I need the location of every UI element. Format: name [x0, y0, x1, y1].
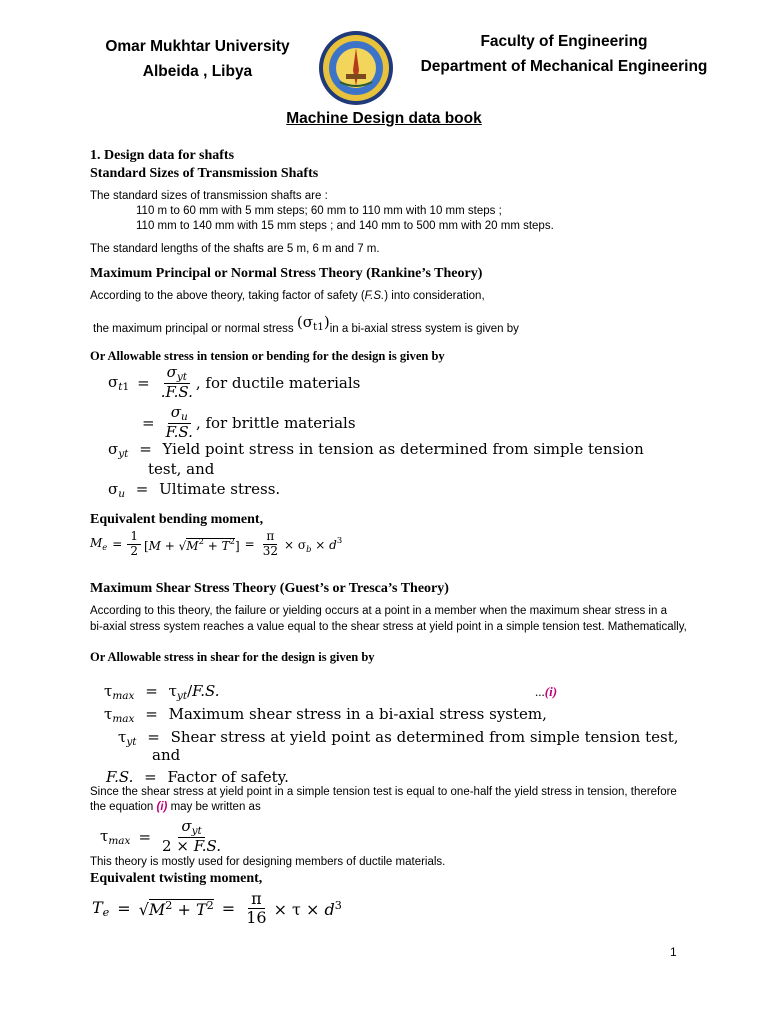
university-location: Albeida , Libya	[142, 63, 253, 80]
equals-sign: =	[135, 480, 149, 498]
sqrt-expression: $√M^2 + T^2$	[138, 898, 214, 919]
sigma-u-symbol: $\sigma_u$	[108, 480, 126, 500]
tresca-paragraph-3: Since the shear stress at yield point in a simple tension test is equal to one-half the yield stress in tension, therefore	[90, 786, 677, 798]
department-name: Department of Mechanical Engineering	[420, 58, 708, 75]
rankine-text-b: ) into consideration,	[384, 290, 485, 302]
equals-sign: =	[145, 682, 158, 700]
tau-max-symbol: $\tau_{max}$	[100, 826, 131, 847]
tau-max-symbol: $\tau_{max}$	[104, 705, 135, 725]
fs-symbol: F.S.	[106, 768, 134, 786]
definition-tmax	[104, 705, 547, 725]
definition-tyt-cont: and	[152, 746, 181, 764]
equals-sign: =	[138, 827, 152, 846]
fs-definition-text: Factor of safety.	[167, 768, 289, 786]
equation-equivalent-twisting	[92, 890, 342, 928]
standard-sizes-line2: 110 mm to 140 mm with 15 mm steps ; and 140 mm to 500 mm with 20 mm steps.	[136, 220, 554, 232]
equivalent-twisting-heading: Equivalent twisting moment,	[90, 871, 263, 886]
standard-sizes-intro: The standard sizes of transmission shafts are :	[90, 190, 328, 202]
fraction-pi-16: $\frac{\pi}{16}$	[246, 889, 267, 928]
tmax-rhs: $\tau_{yt}/F.S$.	[168, 682, 220, 702]
fraction-syt-2fs: $\frac{\sigma_{yt}}{2 \times F.S.}$	[162, 817, 222, 856]
twisting-rhs: × $\tau \times d^3$	[273, 898, 342, 919]
equals-sign: =	[117, 899, 131, 919]
ellipsis: ...	[535, 684, 545, 699]
equation-brittle	[134, 404, 356, 441]
equals-sign: =	[137, 373, 150, 392]
equivalent-bending-heading: Equivalent bending moment,	[90, 512, 264, 527]
tau-max-symbol: $\tau_{max}$	[104, 682, 135, 702]
tresca-paragraph-1: According to this theory, the failure or yielding occurs at a point in a member when the maximum shear stress in a	[90, 605, 667, 617]
university-seal-logo	[318, 30, 394, 106]
ref-i-inline: (i)	[156, 801, 168, 813]
rankine-paragraph-2	[93, 313, 519, 338]
equation-tmax-derived	[100, 818, 224, 855]
section-heading-shafts: 1. Design data for shafts	[90, 148, 235, 163]
bending-rhs: × $\sigma_b \times d^3$	[284, 534, 343, 554]
tresca-paragraph-5: This theory is mostly used for designing members of ductile materials.	[90, 856, 446, 868]
definition-syt-cont: test, and	[148, 460, 215, 478]
equation-ref-i	[535, 684, 557, 700]
tresca-heading: Maximum Shear Stress Theory (Guest’s or Tresca’s Theory)	[90, 581, 449, 596]
equals-sign: =	[142, 413, 155, 432]
fraction-syt-fs: $\frac{\sigma_{yt}}{.F.S.}$	[160, 363, 193, 402]
tresca-paragraph-2: bi-axial stress system reaches a value equal to the shear stress at yield point in a simple tension test. Mathematically,	[90, 621, 687, 633]
definition-tyt	[118, 728, 679, 748]
equals-sign: =	[112, 537, 123, 552]
rankine-paragraph-1	[90, 290, 485, 302]
faculty-name: Faculty of Engineering	[480, 33, 648, 50]
fraction-su-fs: $\frac{\sigma_u}{F.S.}$	[165, 403, 193, 442]
equals-sign: =	[244, 537, 255, 552]
standard-lengths: The standard lengths of the shafts are 5 m, 6 m and 7 m.	[90, 243, 380, 255]
allowable-tension-heading: Or Allowable stress in tension or bending for the design is given by	[90, 349, 445, 363]
bracket-expression: $[M + √M^2 + T^2]$	[143, 535, 240, 553]
rankine-heading: Maximum Principal or Normal Stress Theory (Rankine’s Theory)	[90, 266, 483, 281]
subheading-standard-sizes: Standard Sizes of Transmission Shafts	[90, 166, 319, 181]
equals-sign: =	[221, 899, 236, 919]
brittle-label: , for brittle materials	[195, 413, 356, 432]
rankine-text-d: in a bi-axial stress system is given by	[329, 323, 519, 335]
equals-sign: =	[144, 768, 157, 786]
equation-equivalent-bending	[90, 530, 342, 559]
syt-definition-text: Yield point stress in tension as determined from simple tension	[162, 440, 644, 458]
tmax-definition-text: Maximum shear stress in a bi-axial stress system,	[168, 705, 547, 723]
equation-ductile	[108, 364, 360, 401]
rankine-text-a: According to the above theory, taking factor of safety (	[90, 290, 365, 302]
me-symbol: $M_e$	[90, 536, 108, 553]
su-definition-text: Ultimate stress.	[159, 480, 281, 498]
equals-sign: =	[145, 705, 158, 723]
allowable-shear-heading: Or Allowable stress in shear for the design is given by	[90, 650, 375, 664]
te-symbol: $T_e$	[92, 898, 110, 920]
sigma-yt-symbol: $\sigma_{yt}$	[108, 440, 129, 460]
definition-fs	[106, 768, 289, 786]
tresca-text-b: may be written as	[167, 801, 261, 813]
ref-label: (i)	[544, 684, 558, 699]
page-number: 1	[670, 945, 677, 959]
university-name: Omar Mukhtar University	[105, 38, 290, 55]
rankine-text-c: the maximum principal or normal stress	[93, 323, 297, 335]
equals-sign: =	[147, 728, 160, 746]
equals-sign: =	[139, 440, 152, 458]
fraction-pi-32: $\frac{\pi}{32}$	[262, 529, 279, 558]
fraction-half: $\frac{1}{2}$	[127, 530, 141, 559]
tyt-definition-text: Shear stress at yield point as determined from simple tension test,	[170, 728, 679, 746]
tresca-paragraph-4	[90, 801, 261, 813]
equation-tmax	[104, 682, 219, 702]
tau-yt-symbol: $\tau_{yt}$	[118, 728, 137, 748]
document-title: Machine Design data book	[286, 110, 482, 127]
ductile-label: , for ductile materials	[195, 373, 361, 392]
sigma-t1-symbol: $(\sigma_{t1})$	[296, 313, 330, 333]
sigma-t1-lhs: $\sigma_{t1}$	[108, 372, 130, 393]
tresca-text-a: the equation	[90, 801, 157, 813]
definition-syt	[108, 440, 644, 460]
fs-term: F.S.	[364, 290, 385, 302]
standard-sizes-line1: 110 m to 60 mm with 5 mm steps; 60 mm to 110 mm with 10 mm steps ;	[136, 205, 502, 217]
definition-su	[108, 480, 280, 500]
